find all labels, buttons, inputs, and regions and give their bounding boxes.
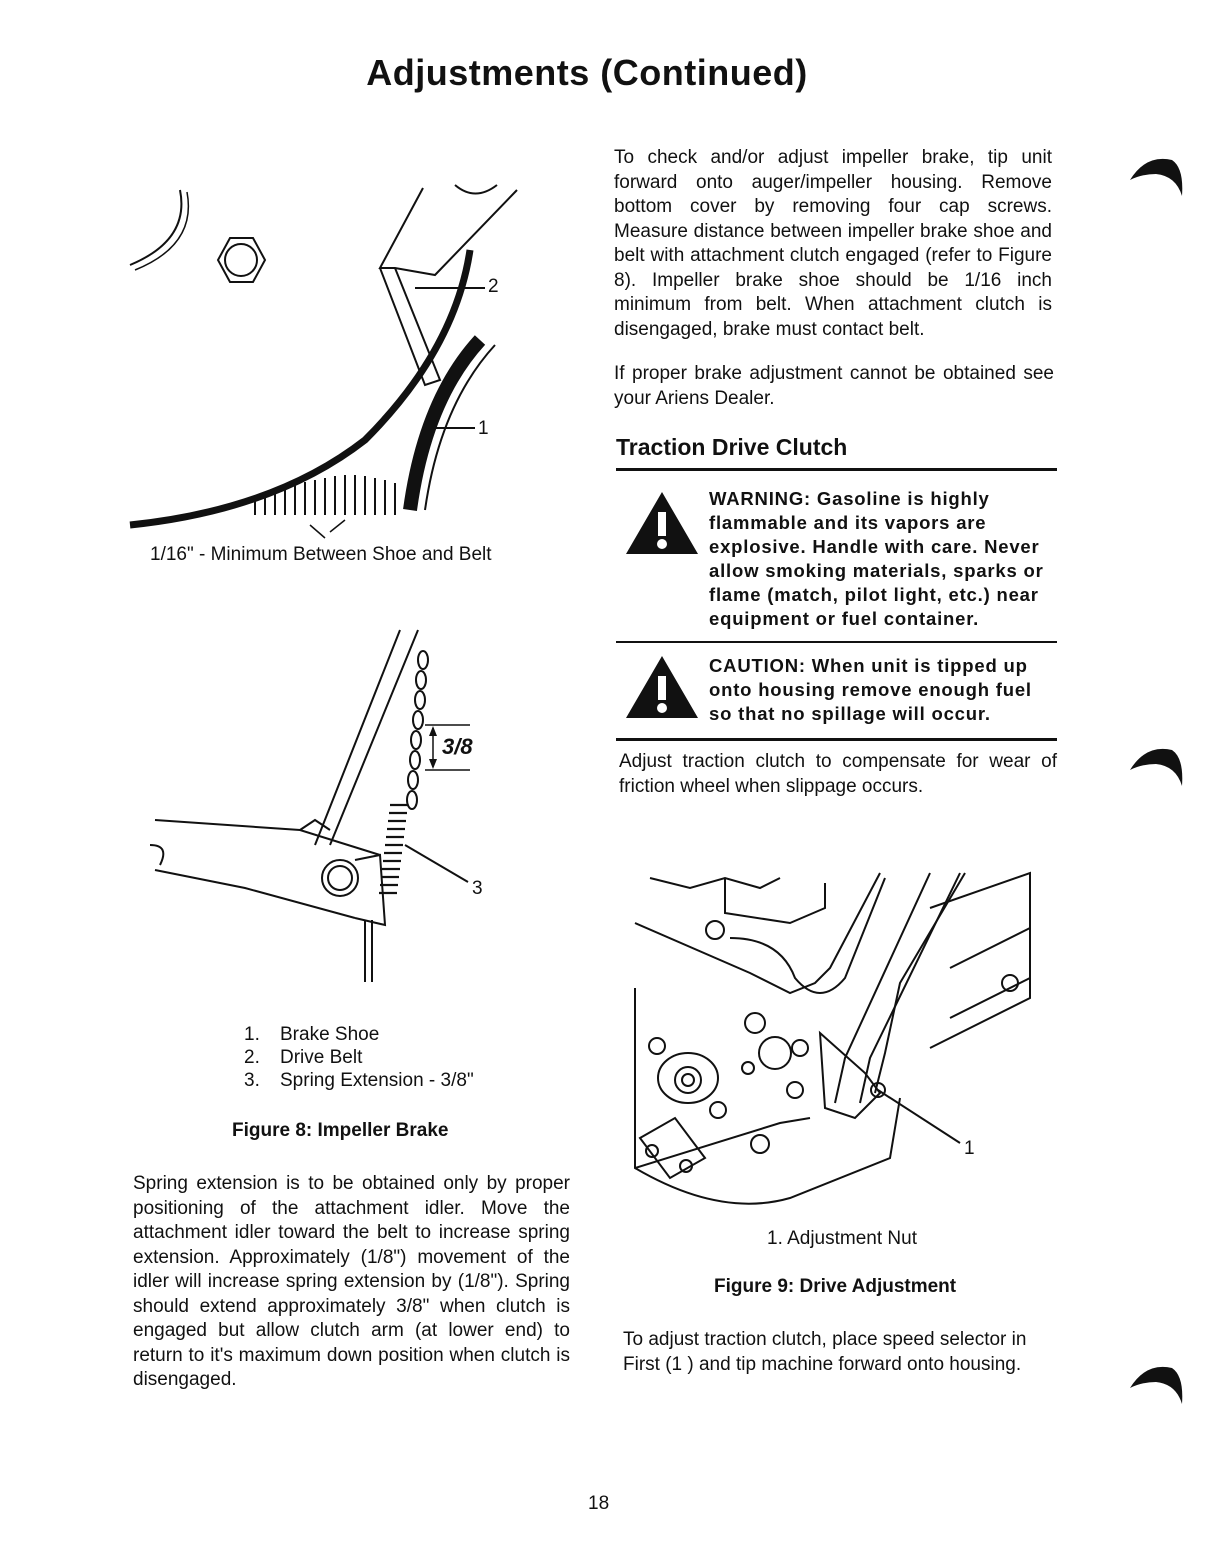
dealer-paragraph: If proper brake adjustment cannot be obtained see your Ariens Dealer. <box>614 363 1054 409</box>
page-title: Adjustments (Continued) <box>366 52 808 93</box>
legend-item: 2. Drive Belt <box>244 1047 363 1068</box>
figure9-drive-adjustment-drawing <box>630 868 1050 1228</box>
legend-item: 3. Spring Extension - 3/8" <box>244 1070 474 1091</box>
gasoline-warning: WARNING: Gasoline is highly flammable and its vapors are explosive. Handle with care. Never allow smoking materials, sparks or flame (match, pilot light, etc.) near equipment or fuel container. <box>709 488 1044 629</box>
legend-item: 1. Brake Shoe <box>244 1024 380 1045</box>
warning-triangle-icon <box>624 490 700 556</box>
figure8-callout-1: 1 <box>478 418 489 439</box>
figure8-legend <box>244 1023 474 1092</box>
impeller-brake-paragraph: To check and/or adjust impeller brake, tip unit forward onto auger/impeller housing. Remove bottom cover by removing four cap screws. Measure distance between impeller brake shoe and belt with attachment clutch engaged (refer to Figure 8). Impeller brake shoe should be 1/16 inch minimum from belt. When attachment clutch is disengaged, brake must contact belt. <box>614 147 1052 340</box>
binder-hole-icon <box>1126 150 1186 202</box>
figure8-spring-drawing <box>150 630 480 990</box>
final-traction-paragraph: To adjust traction clutch, place speed selector in First (1 ) and tip machine forward onto housing. <box>623 1329 1027 1375</box>
binder-hole-icon <box>1126 740 1186 792</box>
caution-triangle-icon <box>624 654 700 720</box>
figure8-dimension-label: 3/8 <box>442 734 473 759</box>
page-number: 18 <box>588 1493 610 1514</box>
figure8-caption: Figure 8: Impeller Brake <box>232 1120 449 1141</box>
warning-divider <box>616 641 1057 643</box>
fuel-caution: CAUTION: When unit is tipped up onto housing remove enough fuel so that no spillage will occur. <box>709 655 1032 724</box>
binder-hole-icon <box>1126 1358 1186 1410</box>
spring-extension-paragraph: Spring extension is to be obtained only by proper positioning of the attachment idler. Move the attachment idler toward the belt to increase spring extension. Approximately (1/8") movement of the idler will increase spring extension by (1/8"). Spring should extend approximately 3/8" when clutch is engaged but allow clutch arm (at lower end) to return to it's maximum down position when clutch is disengaged. <box>133 1173 570 1390</box>
figure9-caption: Figure 9: Drive Adjustment <box>714 1276 957 1297</box>
figure9-legend: 1. Adjustment Nut <box>767 1228 917 1249</box>
figure8-minimum-gap-caption: 1/16" - Minimum Between Shoe and Belt <box>150 544 492 565</box>
caution-rule <box>616 738 1057 741</box>
section-rule <box>616 468 1057 471</box>
figure8-brake-shoe-drawing <box>125 170 545 550</box>
traction-adjust-paragraph: Adjust traction clutch to compensate for wear of friction wheel when slippage occurs. <box>619 751 1057 797</box>
figure8-callout-3: 3 <box>472 878 483 899</box>
section-heading-traction-drive-clutch: Traction Drive Clutch <box>616 434 848 460</box>
figure9-callout-1: 1 <box>964 1138 975 1159</box>
figure8-callout-2: 2 <box>488 276 499 297</box>
